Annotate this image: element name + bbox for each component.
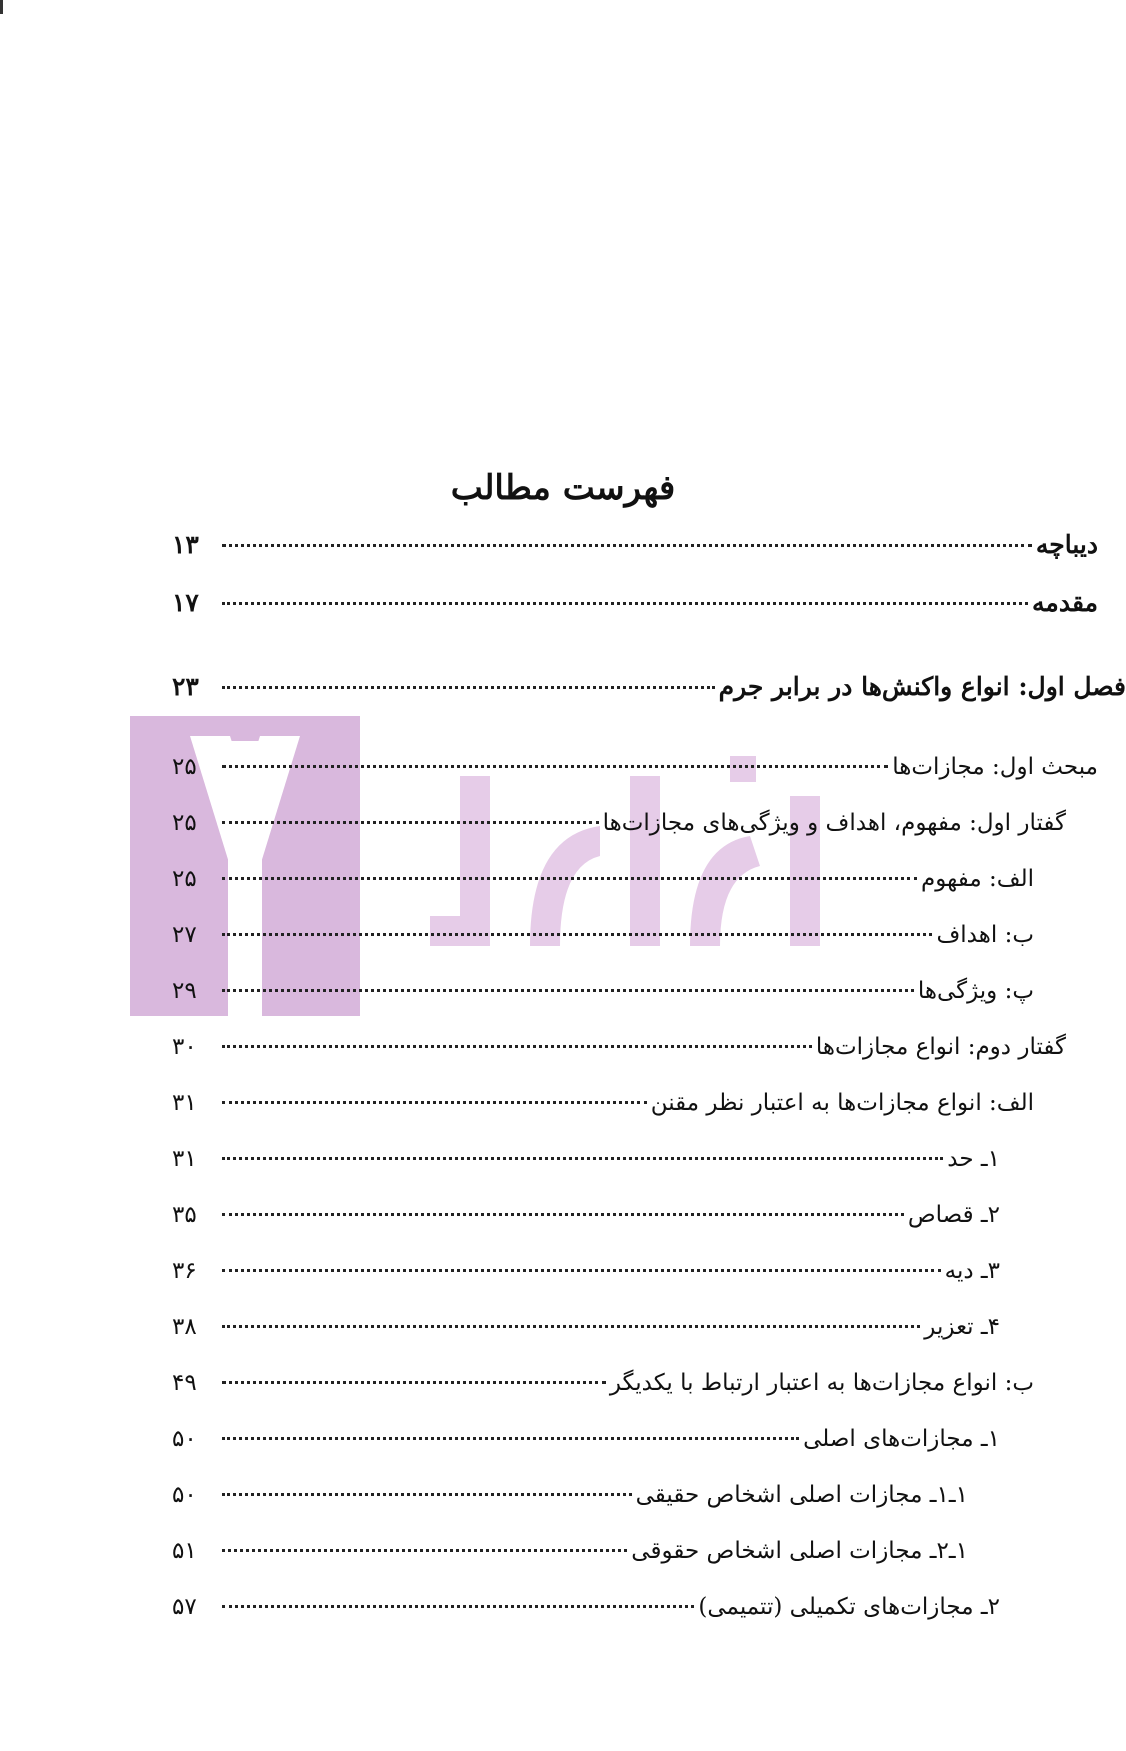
- toc-leader-dots: [222, 988, 914, 992]
- toc-leader-dots: [222, 1156, 943, 1160]
- toc-entry-label: گفتار دوم: انواع مجازات‌ها: [815, 1034, 1066, 1060]
- toc-entry-item-be-2[interactable]: [172, 1370, 1034, 1410]
- toc-leader-dots: [222, 1492, 632, 1496]
- toc-entry-label: مقدمه: [1032, 588, 1098, 617]
- toc-entry-label: ۲ـ قصاص: [907, 1202, 1000, 1228]
- toc-entry-page: ۳۰: [172, 1034, 197, 1060]
- toc-entry-label: گفتار اول: مفهوم، اهداف و ویژگی‌های مجازات‌ها: [602, 810, 1066, 836]
- toc-entry-label: ۱ـ حد: [947, 1146, 1000, 1172]
- toc-entry-preface[interactable]: [172, 530, 1098, 570]
- toc-entry-label: ۴ـ تعزیر: [924, 1314, 1000, 1340]
- toc-entry-label: پ: ویژگی‌ها: [917, 978, 1034, 1004]
- toc-entry-page: ۲۳: [172, 672, 199, 701]
- toc-entry-page: ۳۶: [172, 1258, 197, 1284]
- toc-entry-label: فصل اول: انواع واکنش‌ها در برابر جرم: [718, 672, 1126, 701]
- toc-entry-section-1[interactable]: [172, 754, 1098, 794]
- toc-entry-label: ۱ـ۲ـ مجازات اصلی اشخاص حقوقی: [631, 1538, 968, 1564]
- toc-entry-label: ۳ـ دیه: [944, 1258, 1000, 1284]
- toc-entry-label: الف: مفهوم: [921, 866, 1034, 892]
- toc-entry-page: ۴۹: [172, 1370, 197, 1396]
- toc-entry-page: ۲۷: [172, 922, 197, 948]
- toc-entry-page: ۵۰: [172, 1426, 197, 1452]
- toc-entry-item-alef[interactable]: [172, 866, 1034, 906]
- toc-entry-main-punishments[interactable]: [172, 1426, 1000, 1466]
- toc-entry-page: ۱۳: [172, 530, 199, 559]
- toc-entry-part-2[interactable]: [172, 1034, 1066, 1074]
- toc-entry-chapter-1[interactable]: [172, 672, 1126, 712]
- toc-heading: فهرست مطالب: [450, 468, 676, 508]
- toc-leader-dots: [222, 1324, 920, 1328]
- toc-entry-item-be[interactable]: [172, 922, 1034, 962]
- toc-entry-qesas[interactable]: [172, 1202, 1000, 1242]
- toc-leader-dots: [222, 685, 715, 689]
- toc-entry-tazir[interactable]: [172, 1314, 1000, 1354]
- toc-leader-dots: [222, 932, 932, 936]
- toc-entry-label: ۱ـ۱ـ مجازات اصلی اشخاص حقیقی: [635, 1482, 968, 1508]
- toc-leader-dots: [222, 876, 917, 880]
- toc-leader-dots: [222, 1548, 627, 1552]
- toc-entry-page: ۲۵: [172, 810, 197, 836]
- toc-entry-had[interactable]: [172, 1146, 1000, 1186]
- toc-entry-label: مبحث اول: مجازات‌ها: [892, 754, 1098, 780]
- toc-entry-natural-persons[interactable]: [172, 1482, 968, 1522]
- toc-leader-dots: [222, 1212, 904, 1216]
- toc-entry-item-alef-2[interactable]: [172, 1090, 1034, 1130]
- toc-leader-dots: [222, 1044, 812, 1048]
- toc-leader-dots: [222, 820, 599, 824]
- toc-entry-label: ۱ـ مجازات‌های اصلی: [803, 1426, 1000, 1452]
- toc-entry-page: ۲۵: [172, 754, 197, 780]
- toc-entry-item-pe[interactable]: [172, 978, 1034, 1018]
- toc-leader-dots: [222, 1100, 647, 1104]
- toc-entry-page: ۵۷: [172, 1594, 197, 1620]
- toc-leader-dots: [222, 1268, 941, 1272]
- toc-entry-page: ۲۹: [172, 978, 197, 1004]
- toc-entry-legal-persons[interactable]: [172, 1538, 968, 1578]
- toc-entry-label: الف: انواع مجازات‌ها به اعتبار نظر مقنن: [650, 1090, 1034, 1116]
- toc-entry-page: ۳۵: [172, 1202, 197, 1228]
- scan-corner-mark: [0, 0, 3, 14]
- toc-leader-dots: [222, 1380, 606, 1384]
- toc-leader-dots: [222, 1604, 694, 1608]
- toc-entry-supplementary-punishments[interactable]: [172, 1594, 1000, 1634]
- toc-leader-dots: [222, 543, 1032, 547]
- toc-entry-page: ۱۷: [172, 588, 199, 617]
- toc-entry-diyeh[interactable]: [172, 1258, 1000, 1298]
- toc-entry-page: ۳۱: [172, 1090, 197, 1116]
- toc-entry-page: ۵۰: [172, 1482, 197, 1508]
- toc-entry-label: دیباچه: [1035, 530, 1098, 559]
- toc-leader-dots: [222, 764, 888, 768]
- toc-entry-page: ۵۱: [172, 1538, 197, 1564]
- toc-leader-dots: [222, 601, 1028, 605]
- toc-entry-label: ب: انواع مجازات‌ها به اعتبار ارتباط با یکدیگر: [609, 1370, 1034, 1396]
- toc-leader-dots: [222, 1436, 799, 1440]
- toc-entry-part-1[interactable]: [172, 810, 1066, 850]
- toc-entry-label: ب: اهداف: [936, 922, 1034, 948]
- toc-entry-page: ۳۸: [172, 1314, 197, 1340]
- toc-entry-page: ۳۱: [172, 1146, 197, 1172]
- toc-entry-label: ۲ـ مجازات‌های تکمیلی (تتمیمی): [698, 1594, 1000, 1620]
- toc-entry-page: ۲۵: [172, 866, 197, 892]
- toc-entry-introduction[interactable]: [172, 588, 1098, 628]
